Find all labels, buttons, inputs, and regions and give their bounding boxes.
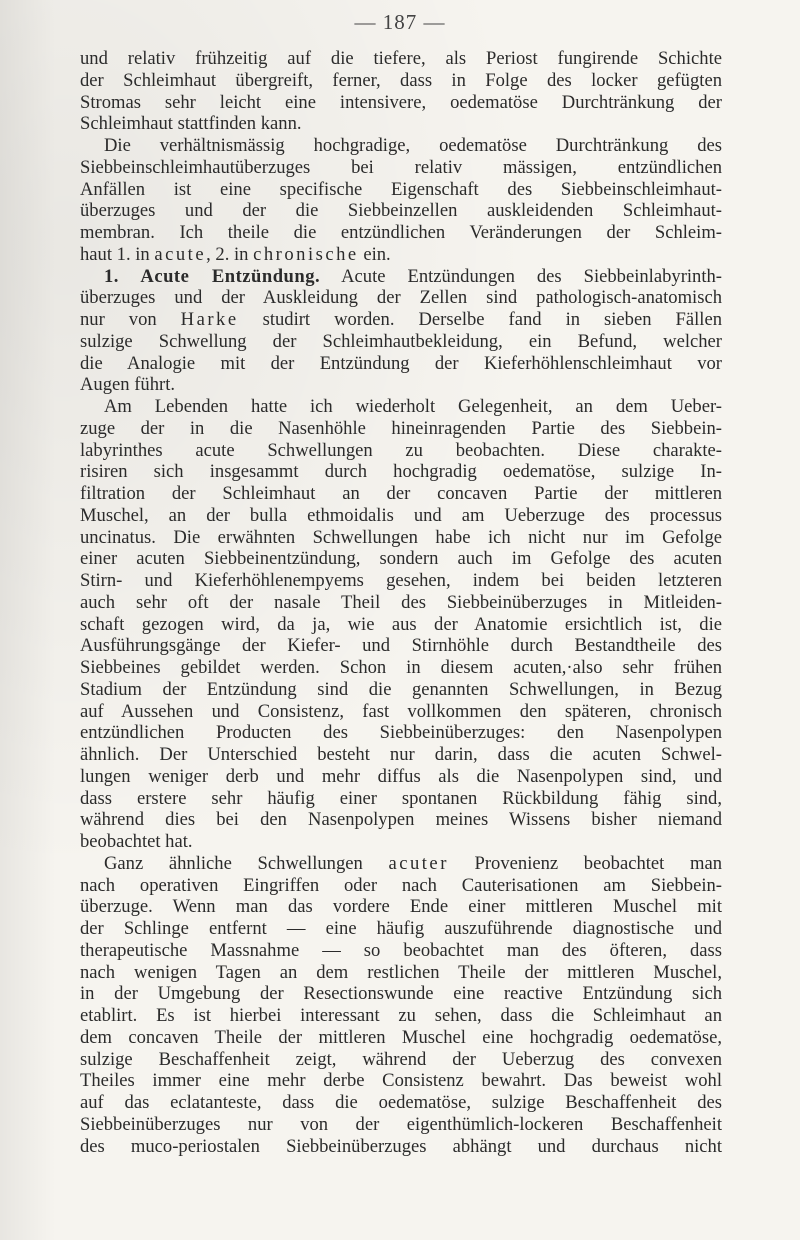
text-line: Anfällen ist eine specifische Eigenschaft des Siebbeinschleimhaut- (80, 178, 722, 200)
text-line: Muschel, an der bulla ethmoidalis und am Ueberzuge des processus (80, 504, 722, 526)
paragraph-2 (80, 135, 722, 266)
spaced-term-acuter: acuter (388, 852, 449, 874)
text-line: Stadium der Entzündung sind die genannten Schwellungen, in Bezug (80, 678, 722, 700)
paragraph-3 (80, 266, 722, 397)
text-line: risiren sich insgesammt durch hochgradig oedematöse, sulzige In- (80, 461, 722, 483)
text-line: auch sehr oft der nasale Theil des Siebbeinüberzuges in Mitleiden- (80, 591, 722, 613)
paragraph-4 (80, 396, 722, 853)
text-run: haut 1. in (80, 243, 155, 265)
text-line: ähnlich. Der Unterschied besteht nur darin, dass die acuten Schwel- (80, 744, 722, 765)
text-line: Siebbeines gebildet werden. Schon in diesem acuten,·also sehr frühen (80, 657, 722, 678)
author-name: Harke (180, 309, 239, 330)
paragraph-1 (80, 48, 722, 135)
text-run: Acute Entzündungen des Siebbeinlabyrinth- (320, 265, 722, 287)
text-line: zuge der in die Nasenhöhle hineinragenden Partie des Siebbein- (80, 417, 722, 439)
text-line: überzuges und der Auskleidung der Zellen sind pathologisch-anatomisch (80, 287, 722, 309)
text-line: einer acuten Siebbeinentzündung, sondern auch im Gefolge des acuten (80, 548, 722, 570)
text-line: während dies bei den Nasenpolypen meines Wissens bisher niemand (80, 809, 722, 831)
text-line: entzündlichen Producten des Siebbeinüberzuges: den Nasenpolypen (80, 722, 722, 744)
text-run: Ganz ähnliche Schwellungen (104, 852, 389, 874)
text-line: überzuges und der die Siebbeinzellen auskleidenden Schleimhaut- (80, 200, 722, 222)
spaced-term-acute: acute (154, 243, 207, 265)
text-run: , 2. in (206, 243, 254, 265)
text-line: dass erstere sehr häufig einer spontanen Rückbildung fähig sind, (80, 787, 722, 809)
text-line: membran. Ich theile die entzündlichen Veränderungen der Schleim- (80, 222, 722, 243)
paragraph-5 (80, 853, 722, 1158)
text-line: Die verhältnismässig hochgradige, oedematöse Durchtränkung des (104, 135, 722, 156)
text-line: filtration der Schleimhaut an der concaven Partie der mittleren (80, 483, 722, 504)
text-line: beobachtet hat. (80, 831, 193, 852)
text-line: überzuge. Wenn man das vordere Ende einer mittleren Muschel mit (80, 896, 722, 918)
text-line: sulzige Schwellung der Schleimhautbekleidung, ein Befund, welcher (80, 330, 722, 352)
text-line: sulzige Beschaffenheit zeigt, während der Ueberzug des convexen (80, 1048, 722, 1070)
text-line: therapeutische Massnahme — so beobachtet man des öfteren, dass (80, 939, 722, 961)
text-line: die Analogie mit der Entzündung der Kieferhöhlenschleimhaut vor (80, 352, 722, 374)
text-line: Stirn- und Kieferhöhlenempyems gesehen, indem bei beiden letzteren (80, 570, 722, 591)
page-number: — 187 — (354, 10, 446, 34)
text-line: auf das eclatanteste, dass die oedematöse, sulzige Beschaffenheit des (80, 1092, 722, 1113)
text-line: dem concaven Theile der mittleren Muschel eine hochgradig oedematöse, (80, 1026, 722, 1048)
text-line: Siebbeinschleimhautüberzuges bei relativ mässigen, entzündlichen (80, 156, 722, 178)
text-run: Provenienz beobachtet man (448, 852, 722, 874)
text-line: der Schleimhaut übergreift, ferner, dass in Folge des locker gefügten (80, 69, 722, 91)
text-line (80, 244, 722, 266)
text-line: Theiles immer eine mehr derbe Consistenz bewahrt. Das beweist wohl (80, 1070, 722, 1092)
text-line (80, 266, 722, 288)
text-line: uncinatus. Die erwähnten Schwellungen habe ich nicht nur im Gefolge (80, 526, 722, 548)
text-line: schaft gezogen wird, da ja, wie aus der Anatomie ersichtlich ist, die (80, 613, 722, 635)
text-run: ein. (358, 243, 391, 265)
text-run: studirt worden. Derselbe fand in sieben Fällen (238, 309, 722, 330)
text-line: Siebbeinüberzuges nur von der eigenthümlich-lockeren Beschaffenheit (80, 1113, 722, 1135)
section-heading: 1. Acute Entzündung. (104, 265, 321, 287)
text-line: Stromas sehr leicht eine intensivere, oedematöse Durchtränkung der (80, 91, 722, 113)
text-line: des muco-periostalen Siebbeinüberzuges abhängt und durchaus nicht (80, 1135, 722, 1157)
body-text (80, 48, 722, 1157)
text-line: labyrinthes acute Schwellungen zu beobachten. Diese charakte- (80, 439, 722, 461)
text-line: nach operativen Eingriffen oder nach Cauterisationen am Siebbein- (80, 874, 722, 896)
text-line (80, 309, 722, 331)
text-line: Augen führt. (80, 374, 176, 396)
text-line: nach wenigen Tagen an dem restlichen Theile der mittleren Muschel, (80, 961, 722, 983)
text-line: und relativ frühzeitig auf die tiefere, als Periost fungirende Schichte (80, 48, 722, 69)
text-line (80, 853, 722, 875)
text-line: in der Umgebung der Resectionswunde eine reactive Entzündung sich (80, 983, 722, 1005)
text-run: nur von (80, 309, 181, 330)
text-line: Am Lebenden hatte ich wiederholt Gelegenheit, an dem Ueber- (104, 396, 722, 417)
text-line: auf Aussehen und Consistenz, fast vollkommen den späteren, chronisch (80, 700, 722, 722)
text-line: lungen weniger derb und mehr diffus als die Nasenpolypen sind, und (80, 765, 722, 787)
text-line: der Schlinge entfernt — eine häufig auszuführende diagnostische und (80, 918, 722, 939)
text-line: Schleimhaut stattfinden kann. (80, 113, 302, 135)
text-line: Ausführungsgänge der Kiefer- und Stirnhöhle durch Bestandtheile des (80, 635, 722, 657)
text-line: etablirt. Es ist hierbei interessant zu sehen, dass die Schleimhaut an (80, 1005, 722, 1026)
spaced-term-chronische: chronische (253, 243, 359, 265)
